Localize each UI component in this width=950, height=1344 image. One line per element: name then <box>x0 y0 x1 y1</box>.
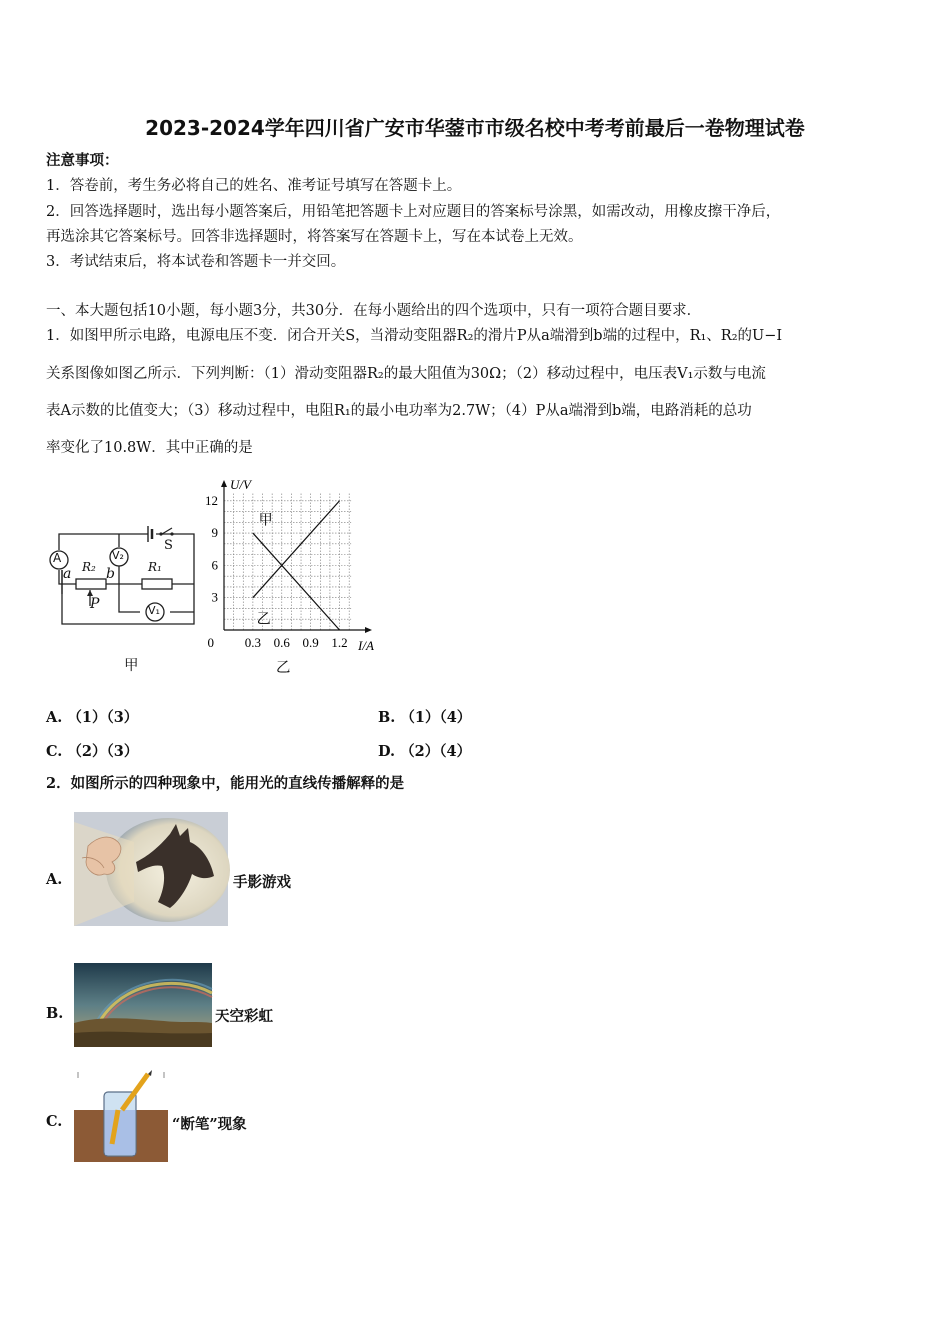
q2-option-b-caption: 天空彩虹 <box>215 1008 273 1025</box>
q1-option-a[interactable] <box>46 706 138 727</box>
q1-line-4: 率变化了10.8W．其中正确的是 <box>46 440 253 456</box>
r1-label: R₁ <box>148 560 162 574</box>
y-tick-label: 9 <box>211 525 218 541</box>
q2-option-b-key[interactable]: B. <box>46 1005 64 1022</box>
option-text: （2）（3） <box>67 743 139 760</box>
r2-label: R₂ <box>82 560 96 574</box>
ammeter-label: A <box>53 551 62 565</box>
x-tick-label: 1.2 <box>331 635 348 650</box>
v1-label: V₁ <box>148 604 160 617</box>
option-key: B. <box>378 709 396 726</box>
ui-graph <box>200 474 380 653</box>
notice-item-2-cont: 再选涂其它答案标号。回答非选择题时，将答案写在答题卡上，写在本试卷上无效。 <box>46 229 583 245</box>
x-axis-label: I/A <box>358 638 374 653</box>
q2-option-c-caption: “断笔”现象 <box>172 1116 247 1133</box>
q1-line-2: 关系图像如图乙所示．下列判断：（1）滑动变阻器R₂的最大阻值为30Ω；（2）移动过程中，电压表V₁示数与电流 <box>46 366 766 382</box>
v2-label: V₂ <box>112 549 124 562</box>
q1-option-c[interactable] <box>46 740 138 761</box>
series-label-jia: 甲 <box>258 512 273 529</box>
terminal-b-label: b <box>106 566 115 582</box>
notice-item-1: 1．答卷前，考生务必将自己的姓名、准考证号填写在答题卡上。 <box>46 178 462 194</box>
option-text: （2）（4） <box>400 743 472 760</box>
notice-heading: 注意事项： <box>46 152 119 169</box>
q1-line-1: 1．如图甲所示电路，电源电压不变．闭合开关S，当滑动变阻器R₂的滑片P从a端滑到b端的过程中，R₁、R₂的U−I <box>46 328 783 344</box>
q1-line-3: 表A示数的比值变大；（3）移动过程中，电阻R₁的最小电功率为2.7W；（4）P从a端滑到b端，电路消耗的总功 <box>46 403 752 419</box>
rainbow-image[interactable] <box>74 963 212 1047</box>
option-text: （1）（4） <box>400 709 472 726</box>
series-label-yi: 乙 <box>256 611 271 628</box>
x-tick-label: 0.9 <box>302 635 319 650</box>
y-tick-label: 6 <box>211 557 218 573</box>
y-axis-arrow <box>221 480 227 487</box>
exam-title: 2023-2024学年四川省广安市华蓥市市级名校中考考前最后一卷物理试卷 <box>145 116 805 140</box>
option-key: C. <box>46 743 63 760</box>
x-tick-label: 0.6 <box>273 635 290 650</box>
q2-option-a-caption: 手影游戏 <box>233 874 291 891</box>
option-key: A. <box>46 709 63 726</box>
q1-option-d[interactable] <box>378 740 471 761</box>
origin-label: 0 <box>207 635 214 650</box>
switch-label: S <box>164 538 173 553</box>
bent-pencil-image[interactable] <box>74 1070 168 1162</box>
y-tick-label: 3 <box>211 589 218 605</box>
figure-jia-caption: 甲 <box>124 658 139 674</box>
q1-option-b[interactable] <box>378 706 471 727</box>
x-tick-label: 0.3 <box>244 635 262 650</box>
notice-item-2: 2．回答选择题时，选出每小题答案后，用铅笔把答题卡上对应题目的答案标号涂黑，如需改动，用橡皮擦干净后， <box>46 204 781 220</box>
x-axis-arrow <box>365 627 372 633</box>
y-axis-label: U/V <box>230 477 251 492</box>
slider-p-label: P <box>90 596 100 612</box>
q2-option-c-key[interactable]: C. <box>46 1113 63 1130</box>
q2-option-a-key[interactable]: A. <box>46 871 63 888</box>
notice-item-3: 3．考试结束后，将本试卷和答题卡一并交回。 <box>46 254 346 270</box>
y-tick-label: 12 <box>205 492 218 508</box>
option-key: D. <box>378 743 396 760</box>
terminal-a-label: a <box>63 566 72 582</box>
q2-stem: 2．如图所示的四种现象中，能用光的直线传播解释的是 <box>46 775 405 792</box>
option-text: （1）（3） <box>67 709 139 726</box>
hand-shadow-image[interactable] <box>74 812 228 926</box>
section-heading: 一、本大题包括10小题，每小题3分，共30分．在每小题给出的四个选项中，只有一项符合题目要求． <box>46 303 702 319</box>
figure-yi-caption: 乙 <box>276 660 291 676</box>
